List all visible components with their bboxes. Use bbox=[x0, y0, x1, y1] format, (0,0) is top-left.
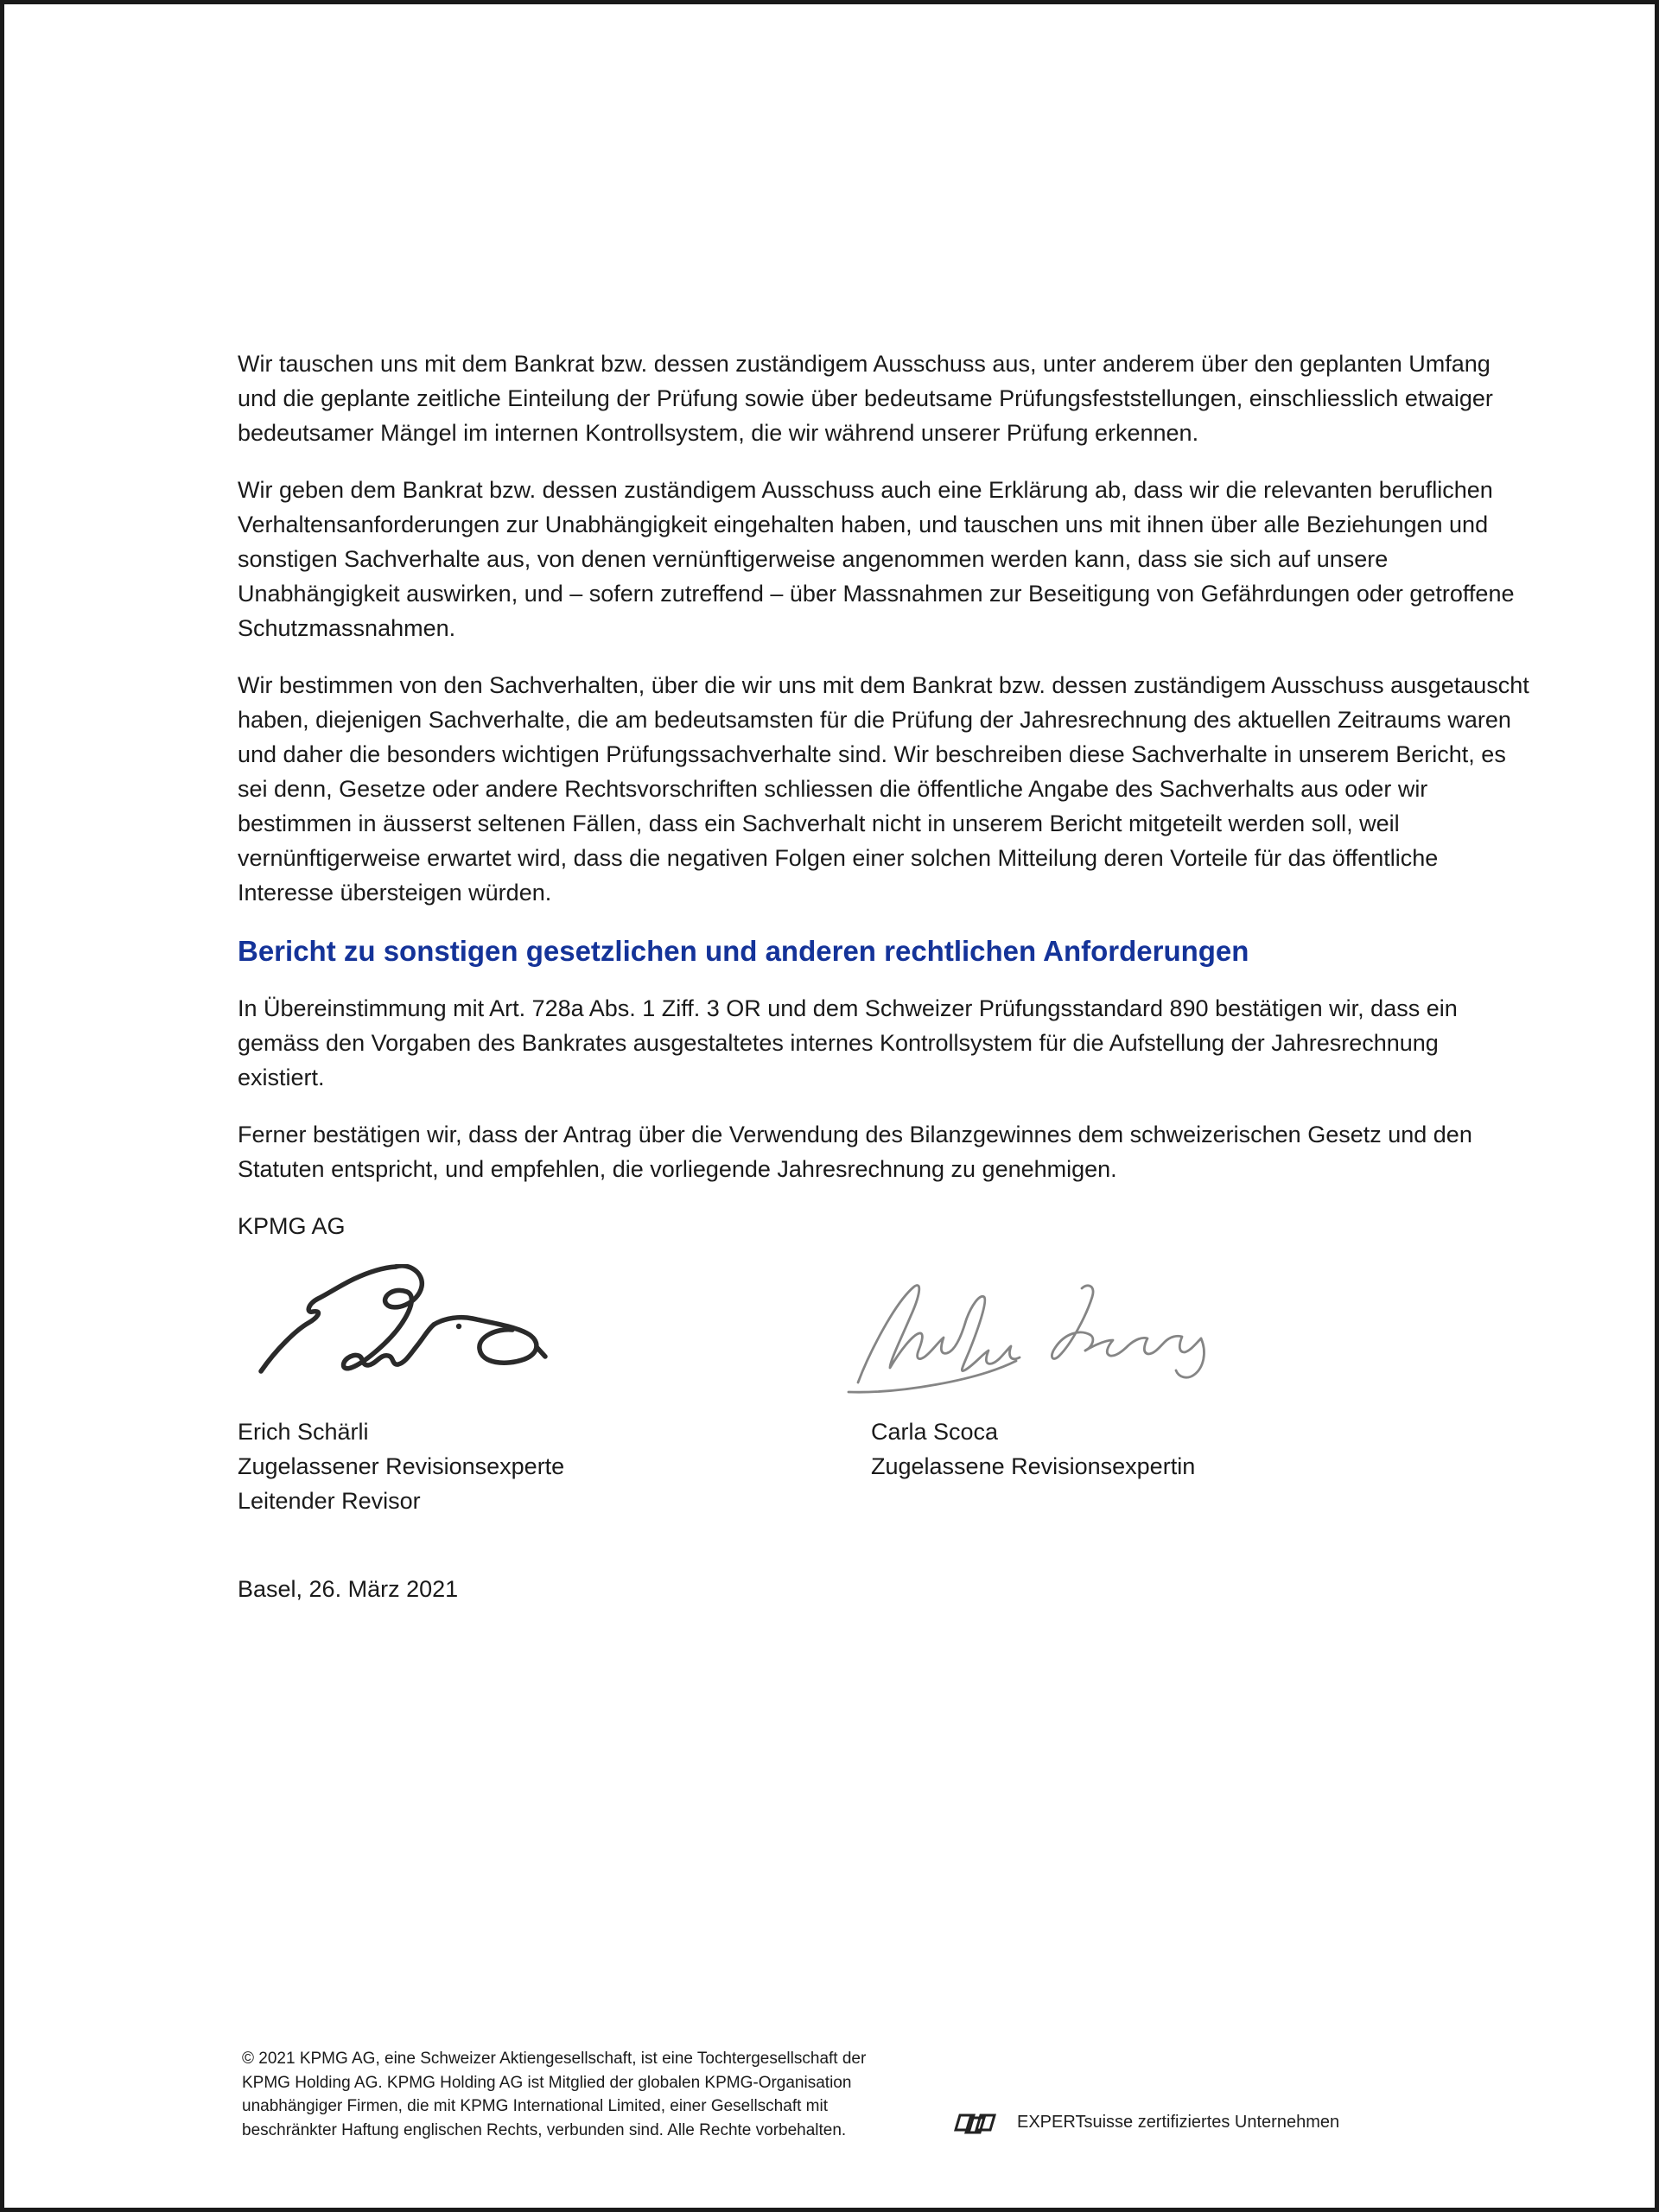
paragraph-bankrat-austausch: Wir tauschen uns mit dem Bankrat bzw. dessen zuständigem Ausschuss aus, unter anderem über den geplanten Umfang und die geplante zeitliche Einteilung der Prüfung sowie über bedeutsame Prüfungsfeststellungen, einschliesslich etwaiger bedeutsamer Mängel im internen Kontrollsystem, die wir während unserer Prüfung erkennen. bbox=[238, 351, 1493, 446]
signer-name: Erich Schärli bbox=[238, 1419, 369, 1445]
signatures-row bbox=[238, 1259, 1529, 1408]
footer-copyright-line: KPMG Holding AG. KPMG Holding AG ist Mitglied der globalen KPMG-Organisation bbox=[242, 2073, 852, 2092]
paragraph-bilanzgewinn: Ferner bestätigen wir, dass der Antrag über die Verwendung des Bilanzgewinnes dem schweizerischen Gesetz und den Statuten entspricht, und empfehlen, die vorliegende Jahresrechnung zu genehmigen. bbox=[238, 1122, 1472, 1182]
expertsuisse-chain-icon bbox=[953, 2109, 1005, 2135]
footer-copyright-line: © 2021 KPMG AG, eine Schweizer Aktiengesellschaft, ist eine Tochtergesellschaft der bbox=[242, 2050, 867, 2068]
footer-certification bbox=[953, 2109, 1339, 2135]
signature-carla-scoca bbox=[847, 1281, 1210, 1394]
dateline: Basel, 26. März 2021 bbox=[238, 1576, 459, 1602]
certification-label: EXPERTsuisse zertifiziertes Unternehmen bbox=[1017, 2112, 1340, 2132]
signature-erich-schaerli bbox=[255, 1264, 549, 1398]
signer-block-left bbox=[238, 1414, 871, 1518]
footer-copyright-line: unabhängiger Firmen, die mit KPMG International Limited, einer Gesellschaft mit bbox=[242, 2097, 828, 2115]
paragraph-unabhaengigkeit: Wir geben dem Bankrat bzw. dessen zuständigem Ausschuss auch eine Erklärung ab, dass wir die relevanten beruflichen Verhaltensanforderungen zur Unabhängigkeit eingehalten haben, und tauschen uns mit ihnen über alle Beziehungen und sonstigen Sachverhalte aus, von denen vernünftigerweise angenommen werden kann, dass sie sich auf unsere Unabhängigkeit auswirken, und – sofern zutreffend – über Massnahmen zur Beseitigung von Gefährdungen oder getroffene Schutzmassnahmen. bbox=[238, 477, 1515, 641]
signers-names-row bbox=[238, 1414, 1529, 1518]
footer-copyright bbox=[242, 2047, 933, 2142]
paragraph-kontrollsystem: In Übereinstimmung mit Art. 728a Abs. 1 Ziff. 3 OR und dem Schweizer Prüfungsstandard 890 bestätigen wir, dass ein gemäss den Vorgaben des Bankrates ausgestaltetes internes Kontrollsystem für die Aufstellung der Jahresrechnung existiert. bbox=[238, 995, 1458, 1090]
paragraph-pruefungssachverhalte: Wir bestimmen von den Sachverhalten, über die wir uns mit dem Bankrat bzw. dessen zuständigem Ausschuss ausgetauscht haben, diejenigen Sachverhalte, die am bedeutsamsten für die Prüfung der Jahresrechnung des aktuellen Zeitraums waren und daher die besonders wichtigen Prüfungssachverhalte sind. Wir beschreiben diese Sachverhalte in unserem Bericht, es sei denn, Gesetze oder andere Rechtsvorschriften schliessen die öffentliche Angabe des Sachverhalts aus oder wir bestimmen in äusserst seltenen Fällen, dass ein Sachverhalt nicht in unserem Bericht mitgeteilt werden soll, weil vernünftigerweise erwartet wird, dass die negativen Folgen einer solchen Mitteilung deren Vorteile für das öffentliche Interesse übersteigen würden. bbox=[238, 672, 1529, 906]
signer-name: Carla Scoca bbox=[871, 1419, 999, 1445]
section-heading: Bericht zu sonstigen gesetzlichen und anderen rechtlichen Anforderungen bbox=[238, 935, 1249, 967]
signer-role: Leitender Revisor bbox=[238, 1488, 421, 1514]
signer-role: Zugelassener Revisionsexperte bbox=[238, 1453, 565, 1479]
footer-copyright-line: beschränkter Haftung englischen Rechts, verbunden sind. Alle Rechte vorbehalten. bbox=[242, 2120, 847, 2139]
firm-name: KPMG AG bbox=[238, 1213, 346, 1239]
signer-block-right bbox=[871, 1414, 1195, 1518]
main-content bbox=[238, 4, 1529, 1606]
signer-role: Zugelassene Revisionsexpertin bbox=[871, 1453, 1196, 1479]
